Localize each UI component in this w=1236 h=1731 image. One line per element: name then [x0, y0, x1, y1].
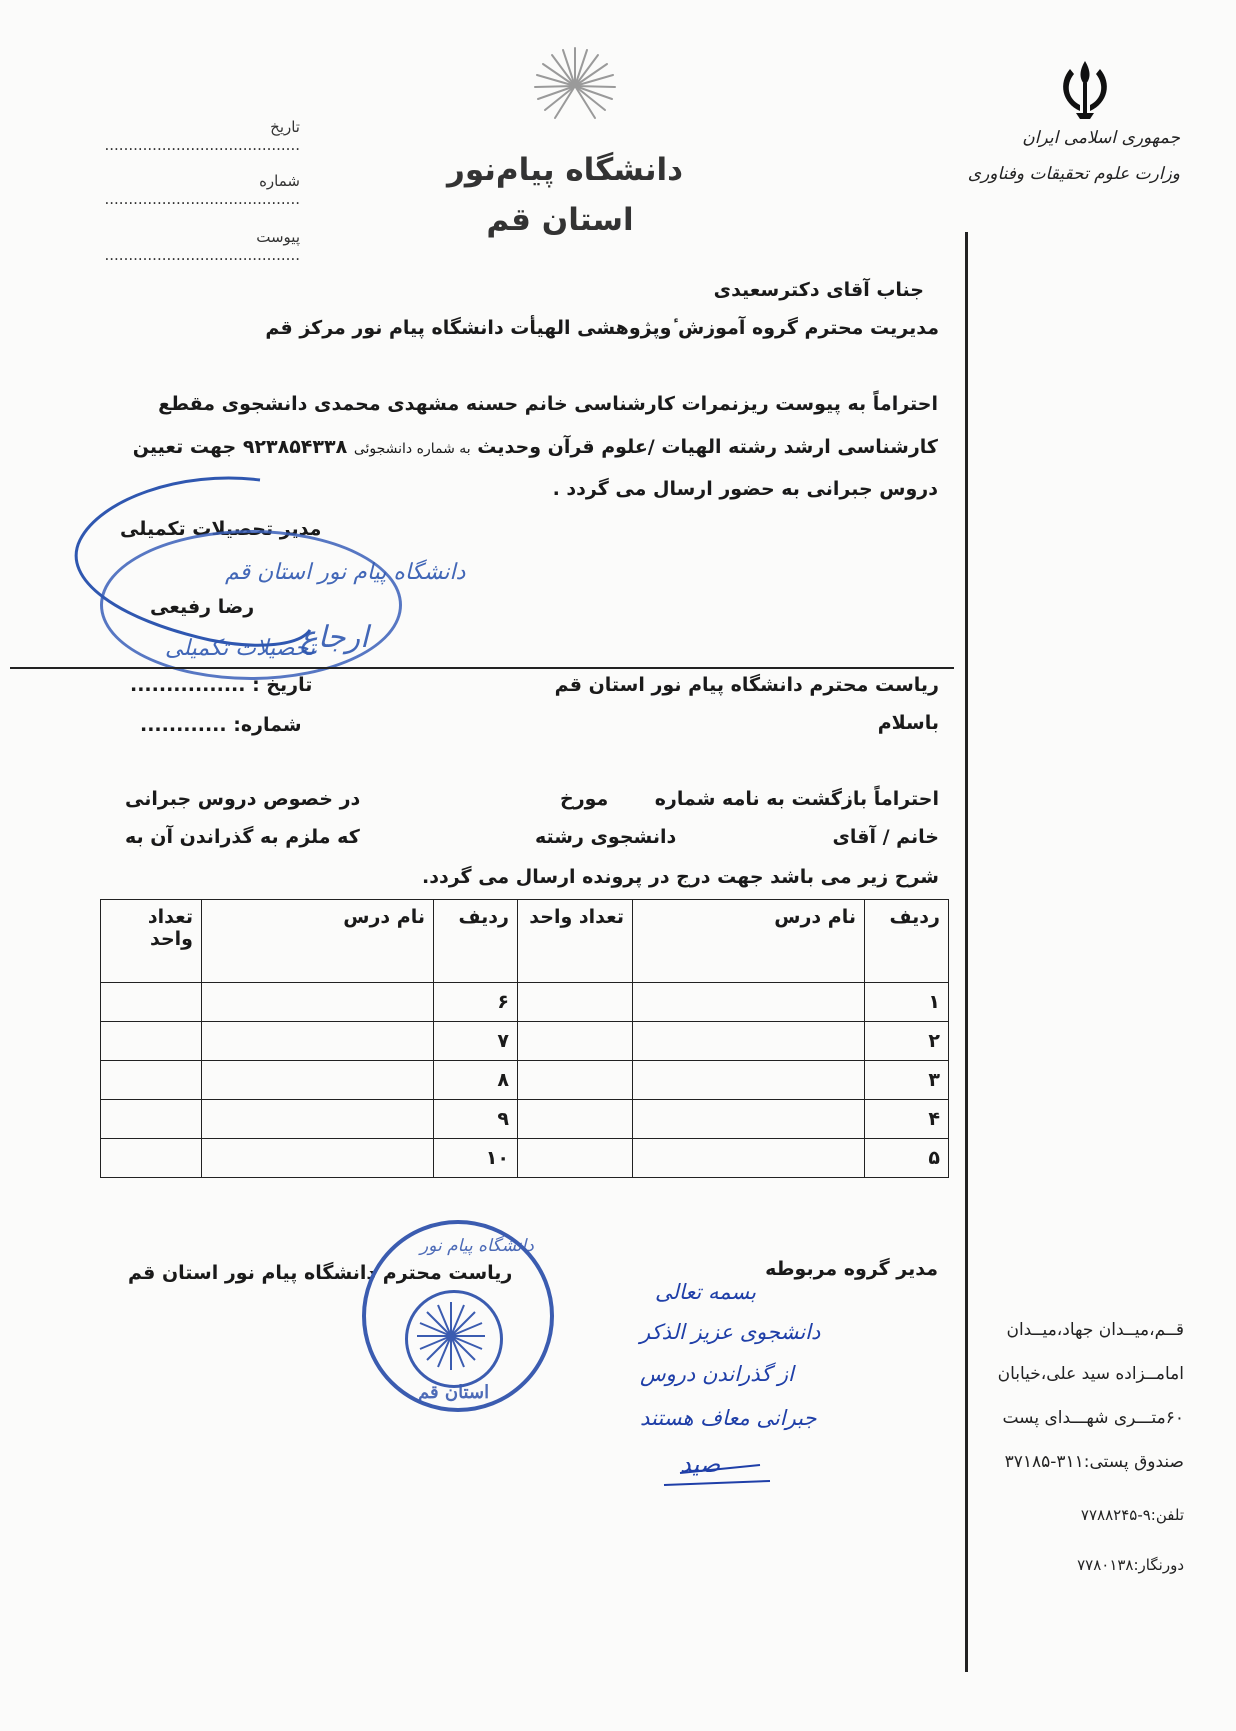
phone-number: تلفن:۹-۷۷۸۸۲۴۵	[1080, 1506, 1184, 1524]
course-name-cell	[633, 1061, 865, 1100]
table-row	[101, 1139, 949, 1178]
university-province: استان قم	[486, 202, 634, 238]
signer-name: رضا رفیعی	[150, 596, 255, 618]
fax-number: دورنگار:۷۷۸۰۱۳۸	[1077, 1556, 1184, 1574]
address-line4: صندوق پستی:۳۱۱-۳۷۱۸۵	[1004, 1452, 1184, 1472]
signature-underline-icon	[660, 1445, 780, 1495]
date-label: تاریخ	[270, 118, 300, 136]
units-cell	[101, 1100, 202, 1139]
letter2-date-field: تاریخ : ................	[130, 674, 313, 696]
address-line3: ۶۰متـــری شهـــدای پست	[1002, 1408, 1184, 1428]
header-row-number: ردیف	[434, 900, 518, 983]
units-cell	[518, 1139, 633, 1178]
letter2-line1-c: در خصوص دروس جبرانی	[125, 788, 361, 810]
row-number: ۱	[865, 983, 949, 1022]
compensatory-courses-table	[100, 899, 949, 1178]
iran-emblem-icon	[1050, 55, 1120, 125]
seal-sunburst-icon	[413, 1298, 489, 1374]
ministry-title: وزارت علوم تحقیقات وفناوری	[967, 164, 1180, 184]
president-title: ریاست محترم دانشگاه پیام نور استان قم	[128, 1262, 513, 1284]
row-number: ۹	[434, 1100, 518, 1139]
handwriting-line: دانشجوی عزیز الذکر	[640, 1320, 821, 1344]
row-number: ۲	[865, 1022, 949, 1061]
stamp-bottom-text: تحصیلات تکمیلی	[165, 636, 316, 661]
letter1-line2-b: به شماره دانشجوئی	[353, 441, 471, 457]
number-field: شماره.........................................	[104, 172, 300, 208]
letter2-line2-a: خانم / آقای	[832, 826, 939, 848]
attachment-field: پیوست.........................................	[104, 228, 300, 264]
letter2-line2-c: که ملزم به گذراندن آن به	[125, 826, 360, 848]
units-cell	[518, 983, 633, 1022]
table-row	[101, 1022, 949, 1061]
university-name: دانشگاه پیام‌نور	[446, 152, 684, 188]
letter2-recipient: ریاست محترم دانشگاه پیام نور استان قم	[554, 674, 939, 696]
row-number: ۵	[865, 1139, 949, 1178]
header-units: تعداد واحد	[101, 900, 202, 983]
course-name-cell	[202, 1100, 434, 1139]
letter1-recipient: جناب آقای دکترسعیدی	[713, 279, 924, 301]
course-name-cell	[633, 1139, 865, 1178]
address-line1: قــم،میــدان جهاد،میــدان	[1006, 1320, 1184, 1340]
letter1-line3: دروس جبرانی به حضور ارسال می گردد .	[552, 478, 938, 500]
units-cell	[101, 983, 202, 1022]
sunburst-logo-icon	[525, 42, 625, 122]
letter2-line2-b: دانشجوی رشته	[535, 826, 677, 848]
letter2-line1-a: احتراماً بازگشت به نامه شماره	[654, 788, 939, 810]
row-number: ۶	[434, 983, 518, 1022]
letter2-greeting: باسلام	[877, 712, 939, 734]
gov-title: جمهوری اسلامی ایران	[1022, 128, 1180, 148]
handwriting-line: جبرانی معاف هستند	[640, 1406, 817, 1430]
dept-head-title: مدیر گروه مربوطه	[765, 1258, 938, 1280]
table-row	[101, 1100, 949, 1139]
letter1-line1: احتراماً به پیوست ریزنمرات کارشناسی خانم حسنه مشهدی محمدی دانشجوی مقطع	[158, 393, 938, 415]
row-number: ۳	[865, 1061, 949, 1100]
course-name-cell	[202, 1061, 434, 1100]
seal-bottom-text: استان قم	[418, 1382, 490, 1403]
course-name-cell	[202, 983, 434, 1022]
margin-divider	[965, 232, 968, 1672]
table-header-row	[101, 900, 949, 983]
number-label: شماره	[259, 172, 300, 190]
letter1-line2-a: کارشناسی ارشد رشته الهیات /علوم قرآن وحدیث	[477, 436, 938, 458]
units-cell	[518, 1100, 633, 1139]
units-cell	[518, 1022, 633, 1061]
letter1-line2-c: ۹۲۳۸۵۴۳۳۸ جهت تعیین	[132, 436, 348, 458]
letter1-line2	[133, 436, 938, 458]
units-cell	[101, 1139, 202, 1178]
header-units: تعداد واحد	[518, 900, 633, 983]
header-course-name: نام درس	[202, 900, 434, 983]
course-name-cell	[633, 983, 865, 1022]
course-name-cell	[633, 1100, 865, 1139]
handwriting-line: از گذراندن دروس	[640, 1362, 794, 1386]
stamp-ring-text: دانشگاه پیام نور استان قم	[225, 560, 466, 585]
handwriting-line: بسمه تعالی	[655, 1280, 756, 1304]
course-name-cell	[202, 1022, 434, 1061]
letter2-line1-b: مورخ	[560, 788, 609, 810]
units-cell	[518, 1061, 633, 1100]
table-row	[101, 1061, 949, 1100]
address-line2: امامــزاده سید علی،خیابان	[997, 1364, 1184, 1384]
letter1-recipient-title: مدیریت محترم گروه آموزش ٔوپژوهشی الهیأت دانشگاه پیام نور مرکز قم	[265, 317, 939, 339]
course-name-cell	[633, 1022, 865, 1061]
letter2-line3: شرح زیر می باشد جهت درج در پرونده ارسال می گردد.	[422, 866, 939, 888]
section-divider	[10, 667, 954, 669]
date-field: تاریخ.........................................	[104, 118, 300, 154]
row-number: ۴	[865, 1100, 949, 1139]
row-number: ۸	[434, 1061, 518, 1100]
table-row	[101, 983, 949, 1022]
row-number: ۱۰	[434, 1139, 518, 1178]
row-number: ۷	[434, 1022, 518, 1061]
referral-handwriting: ارجاع	[300, 620, 369, 655]
header-course-name: نام درس	[633, 900, 865, 983]
units-cell	[101, 1022, 202, 1061]
units-cell	[101, 1061, 202, 1100]
attachment-label: پیوست	[256, 228, 300, 246]
header-row-number: ردیف	[865, 900, 949, 983]
signature-handwriting: صید	[680, 1450, 721, 1478]
signer-title: مدیر تحصیلات تکمیلی	[120, 518, 322, 540]
seal-top-text: دانشگاه پیام نور	[420, 1236, 534, 1256]
letter2-number-field: شماره: ............	[140, 714, 302, 736]
course-name-cell	[202, 1139, 434, 1178]
